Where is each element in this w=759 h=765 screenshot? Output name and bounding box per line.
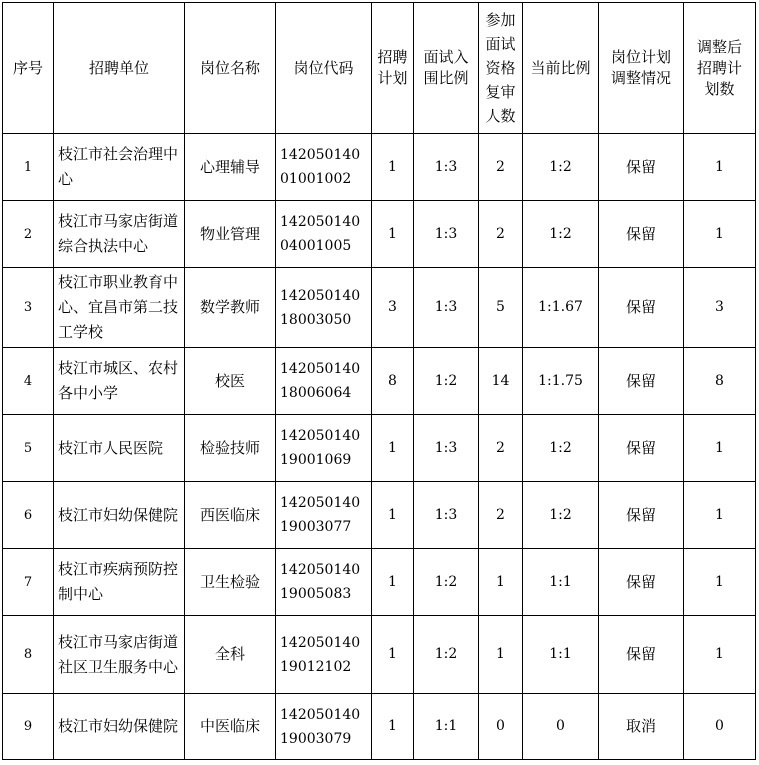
cell-ratio: 1:1 — [414, 694, 479, 760]
cell-unit: 枝江市人民医院 — [54, 415, 185, 482]
cell-adjusted: 0 — [684, 694, 756, 760]
cell-status: 保留 — [599, 549, 684, 616]
cell-adjusted: 8 — [684, 348, 756, 415]
cell-status: 保留 — [599, 134, 684, 201]
cell-unit: 枝江市妇幼保健院 — [54, 694, 185, 760]
cell-review: 2 — [479, 201, 523, 268]
cell-plan: 1 — [372, 201, 414, 268]
cell-seq: 1 — [3, 134, 54, 201]
cell-ratio: 1:3 — [414, 415, 479, 482]
cell-current: 1:2 — [523, 482, 599, 549]
cell-current: 1:2 — [523, 201, 599, 268]
header-plan: 招聘计划 — [372, 3, 414, 134]
cell-review: 2 — [479, 134, 523, 201]
cell-unit: 枝江市马家店街道社区卫生服务中心 — [54, 616, 185, 694]
cell-current: 1:1.67 — [523, 268, 599, 348]
cell-position: 心理辅导 — [185, 134, 276, 201]
cell-code: 14205014001001002 — [276, 134, 372, 201]
cell-status: 保留 — [599, 268, 684, 348]
cell-adjusted: 1 — [684, 415, 756, 482]
cell-status: 保留 — [599, 415, 684, 482]
cell-current: 0 — [523, 694, 599, 760]
cell-ratio: 1:2 — [414, 348, 479, 415]
header-adjusted: 调整后招聘计划数 — [684, 3, 756, 134]
cell-adjusted: 1 — [684, 201, 756, 268]
cell-adjusted: 1 — [684, 616, 756, 694]
cell-position: 校医 — [185, 348, 276, 415]
cell-ratio: 1:3 — [414, 482, 479, 549]
cell-plan: 1 — [372, 482, 414, 549]
cell-seq: 2 — [3, 201, 54, 268]
cell-status: 保留 — [599, 482, 684, 549]
cell-current: 1:2 — [523, 134, 599, 201]
table-row — [3, 415, 756, 482]
table-row — [3, 134, 756, 201]
cell-code: 14205014019001069 — [276, 415, 372, 482]
cell-adjusted: 1 — [684, 549, 756, 616]
recruitment-adjustment-table — [2, 2, 756, 760]
cell-status: 保留 — [599, 616, 684, 694]
cell-unit: 枝江市妇幼保健院 — [54, 482, 185, 549]
cell-seq: 8 — [3, 616, 54, 694]
cell-seq: 5 — [3, 415, 54, 482]
cell-review: 1 — [479, 616, 523, 694]
cell-seq: 9 — [3, 694, 54, 760]
cell-seq: 4 — [3, 348, 54, 415]
cell-plan: 1 — [372, 549, 414, 616]
cell-code: 14205014019003077 — [276, 482, 372, 549]
header-ratio: 面试入围比例 — [414, 3, 479, 134]
cell-unit: 枝江市社会治理中心 — [54, 134, 185, 201]
cell-status: 保留 — [599, 201, 684, 268]
cell-review: 14 — [479, 348, 523, 415]
table-row — [3, 616, 756, 694]
cell-unit: 枝江市职业教育中心、宜昌市第二技工学校 — [54, 268, 185, 348]
cell-ratio: 1:2 — [414, 549, 479, 616]
cell-position: 中医临床 — [185, 694, 276, 760]
cell-code: 14205014019003079 — [276, 694, 372, 760]
cell-review: 2 — [479, 415, 523, 482]
cell-unit: 枝江市城区、农村各中小学 — [54, 348, 185, 415]
cell-plan: 1 — [372, 415, 414, 482]
cell-current: 1:1.75 — [523, 348, 599, 415]
cell-current: 1:2 — [523, 415, 599, 482]
cell-seq: 3 — [3, 268, 54, 348]
header-seq: 序号 — [3, 3, 54, 134]
cell-review: 2 — [479, 482, 523, 549]
cell-current: 1:1 — [523, 549, 599, 616]
table-row — [3, 268, 756, 348]
cell-unit: 枝江市马家店街道综合执法中心 — [54, 201, 185, 268]
table-row — [3, 348, 756, 415]
cell-seq: 7 — [3, 549, 54, 616]
header-position: 岗位名称 — [185, 3, 276, 134]
cell-code: 14205014004001005 — [276, 201, 372, 268]
table-row — [3, 201, 756, 268]
table-row — [3, 549, 756, 616]
cell-ratio: 1:3 — [414, 201, 479, 268]
cell-status: 保留 — [599, 348, 684, 415]
cell-plan: 8 — [372, 348, 414, 415]
cell-code: 14205014019005083 — [276, 549, 372, 616]
cell-status: 取消 — [599, 694, 684, 760]
header-review: 参加面试资格复审人数 — [479, 3, 523, 134]
cell-review: 1 — [479, 549, 523, 616]
cell-position: 卫生检验 — [185, 549, 276, 616]
cell-position: 检验技师 — [185, 415, 276, 482]
cell-adjusted: 1 — [684, 482, 756, 549]
cell-position: 物业管理 — [185, 201, 276, 268]
table-row — [3, 694, 756, 760]
cell-adjusted: 1 — [684, 134, 756, 201]
cell-current: 1:1 — [523, 616, 599, 694]
cell-plan: 3 — [372, 268, 414, 348]
header-current: 当前比例 — [523, 3, 599, 134]
cell-plan: 1 — [372, 694, 414, 760]
cell-ratio: 1:2 — [414, 616, 479, 694]
cell-plan: 1 — [372, 134, 414, 201]
cell-position: 全科 — [185, 616, 276, 694]
cell-position: 数学教师 — [185, 268, 276, 348]
header-row — [3, 3, 756, 134]
cell-code: 14205014018003050 — [276, 268, 372, 348]
cell-position: 西医临床 — [185, 482, 276, 549]
cell-code: 14205014018006064 — [276, 348, 372, 415]
cell-ratio: 1:3 — [414, 268, 479, 348]
cell-review: 0 — [479, 694, 523, 760]
header-status: 岗位计划调整情况 — [599, 3, 684, 134]
table-row — [3, 482, 756, 549]
cell-adjusted: 3 — [684, 268, 756, 348]
cell-code: 14205014019012102 — [276, 616, 372, 694]
header-unit: 招聘单位 — [54, 3, 185, 134]
cell-ratio: 1:3 — [414, 134, 479, 201]
header-code: 岗位代码 — [276, 3, 372, 134]
cell-unit: 枝江市疾病预防控制中心 — [54, 549, 185, 616]
cell-review: 5 — [479, 268, 523, 348]
cell-seq: 6 — [3, 482, 54, 549]
cell-plan: 1 — [372, 616, 414, 694]
